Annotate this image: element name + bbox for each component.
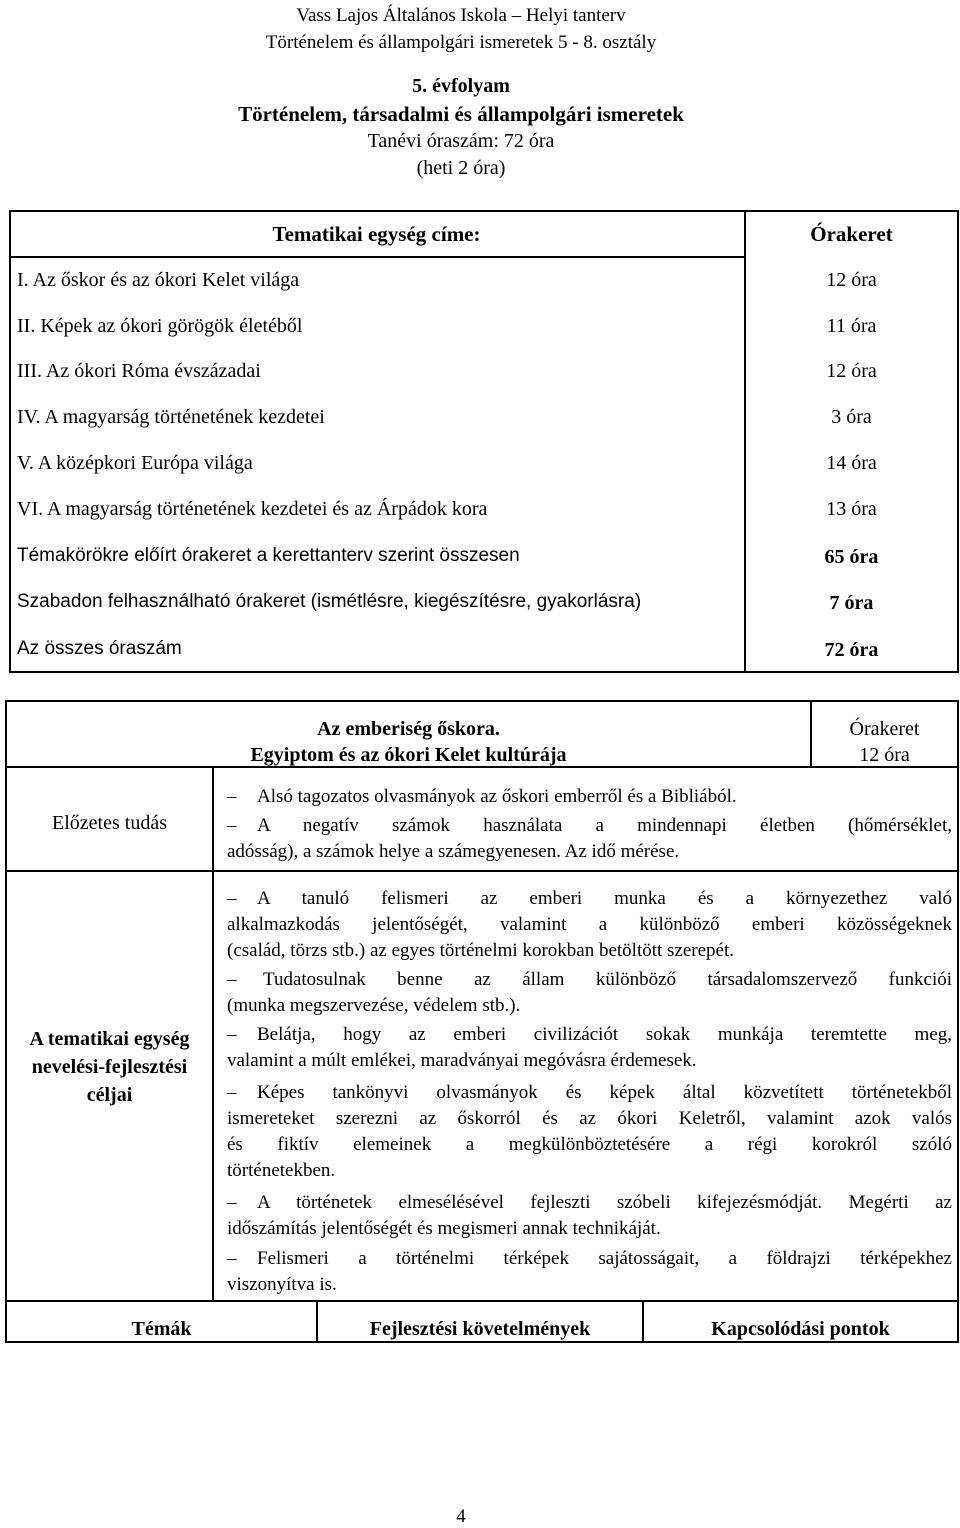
goal-item-4 (227, 1080, 952, 1184)
summary-hours-framework: 65 óra (824, 546, 879, 568)
unit-row-1: I. Az őskor és az ókori Kelet világa (17, 269, 300, 291)
goals-label-2: nevelési-fejlesztési (31, 1056, 188, 1078)
school-header: Vass Lajos Általános Iskola – Helyi tanterv (296, 5, 626, 26)
unit-hours-2: 11 óra (826, 315, 877, 337)
summary-row-framework: Témakörökre előírt órakeret a kerettanterv szerint összesen (17, 545, 520, 566)
goal-item-4-line-1: Képes tankönyvi olvasmányok és képek által közvetített történetekből (257, 1082, 952, 1103)
unit-hours-4: 3 óra (831, 406, 872, 428)
prior-item-2-line-1: A negatív számok használata a mindennapi életben (hőmérséklet, (257, 815, 952, 836)
unit-hours-1: 12 óra (826, 269, 877, 291)
goal-item-4-line-4: történetekben. (227, 1160, 336, 1181)
unit-title-line2: Egyiptom és az ókori Kelet kultúrája (250, 744, 567, 766)
dash-bullet-icon: – (227, 815, 237, 836)
subject-header: Történelem és állampolgári ismeretek 5 - 8. osztály (265, 32, 657, 53)
footer-col-requirements: Fejlesztési követelmények (369, 1318, 591, 1340)
unit-table (5, 700, 959, 1344)
dash-bullet-icon: – (227, 1248, 237, 1269)
summary-hours-total: 72 óra (824, 639, 879, 661)
unit-hours-5: 14 óra (826, 452, 877, 474)
dash-bullet-icon: – (227, 888, 237, 909)
weekly-hours: (heti 2 óra) (416, 157, 506, 179)
units-table (9, 210, 959, 673)
footer-col-connections: Kapcsolódási pontok (711, 1318, 890, 1340)
goal-item-6 (227, 1246, 952, 1298)
goal-item-1-line-1: A tanuló felismeri az emberi munka és a környezethez való (257, 888, 952, 909)
unit-row-5: V. A középkori Európa világa (17, 452, 253, 474)
goal-item-1-line-3: (család, törzs stb.) az egyes történelmi korokban betöltött szerepét. (227, 940, 735, 961)
units-col-header: Tematikai egység címe: (272, 222, 481, 246)
prior-item-2 (227, 813, 952, 865)
goal-item-5-line-1: A történetek elmesélésével fejleszti szóbeli kifejezésmódját. Megérti az (257, 1192, 952, 1213)
unit-hours-value: 12 óra (859, 744, 910, 766)
dash-bullet-icon: – (227, 786, 237, 807)
goals-label-3: céljai (86, 1084, 133, 1106)
unit-row-4: IV. A magyarság történetének kezdetei (17, 406, 325, 428)
unit-title-line1: Az emberiség őskora. (317, 718, 500, 740)
goal-item-6-line-2: viszonyítva is. (227, 1274, 337, 1295)
page-number: 4 (456, 1506, 466, 1527)
dash-bullet-icon: – (227, 1024, 237, 1045)
goal-item-3 (227, 1022, 952, 1074)
dash-bullet-icon: – (227, 969, 237, 990)
unit-row-2: II. Képek az ókori görögök életéből (17, 315, 303, 337)
goal-item-1 (227, 886, 952, 964)
goal-item-2-line-1: Tudatosulnak benne az állam különböző társadalomszervező funkciói (263, 969, 952, 990)
unit-hours-3: 12 óra (826, 360, 877, 382)
prior-item-1 (227, 784, 952, 810)
goal-item-4-line-2: ismereteket szerezni az őskorról és az ókori Keletről, valamint azok valós (227, 1108, 952, 1129)
goal-item-1-line-2: alkalmazkodás jelentőségét, valamint a különböző emberi közösségeknek (227, 914, 952, 935)
unit-row-6: VI. A magyarság történetének kezdetei és az Árpádok kora (17, 498, 488, 520)
summary-hours-free: 7 óra (829, 592, 874, 614)
prior-knowledge-label: Előzetes tudás (52, 812, 167, 834)
annual-hours: Tanévi óraszám: 72 óra (367, 130, 555, 152)
summary-row-total: Az összes óraszám (17, 638, 182, 659)
prior-item-1-line-1: Alsó tagozatos olvasmányok az őskori emberről és a Bibliából. (257, 786, 737, 807)
goal-item-5-line-2: időszámítás jelentőségét és megismeri annak technikáját. (227, 1218, 661, 1239)
goal-item-3-line-2: valamint a múlt emlékei, maradványai megóvásra érdemesek. (227, 1050, 697, 1071)
prior-item-2-line-2: adósság), a számok helye a számegyenesen. Az idő mérése. (227, 841, 680, 862)
goal-item-5 (227, 1190, 952, 1242)
goal-item-2 (227, 967, 952, 1019)
goal-item-2-line-2: (munka megszervezése, védelem stb.). (227, 995, 521, 1016)
unit-row-3: III. Az ókori Róma évszázadai (17, 360, 261, 382)
grade-title: 5. évfolyam (412, 75, 510, 97)
subject-title: Történelem, társadalmi és állampolgári ismeretek (238, 102, 684, 126)
goal-item-3-line-1: Belátja, hogy az emberi civilizációt sokak munkája teremtette meg, (257, 1024, 952, 1045)
dash-bullet-icon: – (227, 1082, 237, 1103)
dash-bullet-icon: – (227, 1192, 237, 1213)
hours-col-header: Órakeret (810, 222, 893, 246)
footer-col-topics: Témák (131, 1318, 192, 1340)
unit-hours-6: 13 óra (826, 498, 877, 520)
unit-hours-label: Órakeret (849, 718, 920, 740)
goal-item-6-line-1: Felismeri a történelmi térképek sajátosságait, a földrajzi térképekhez (257, 1248, 952, 1269)
goal-item-4-line-3: és fiktív elemeinek a megkülönböztetésére a régi korokról szóló (227, 1134, 952, 1155)
goals-label-1: A tematikai egység (29, 1028, 190, 1050)
summary-row-free: Szabadon felhasználható órakeret (ismétlésre, kiegészítésre, gyakorlásra) (17, 591, 642, 612)
